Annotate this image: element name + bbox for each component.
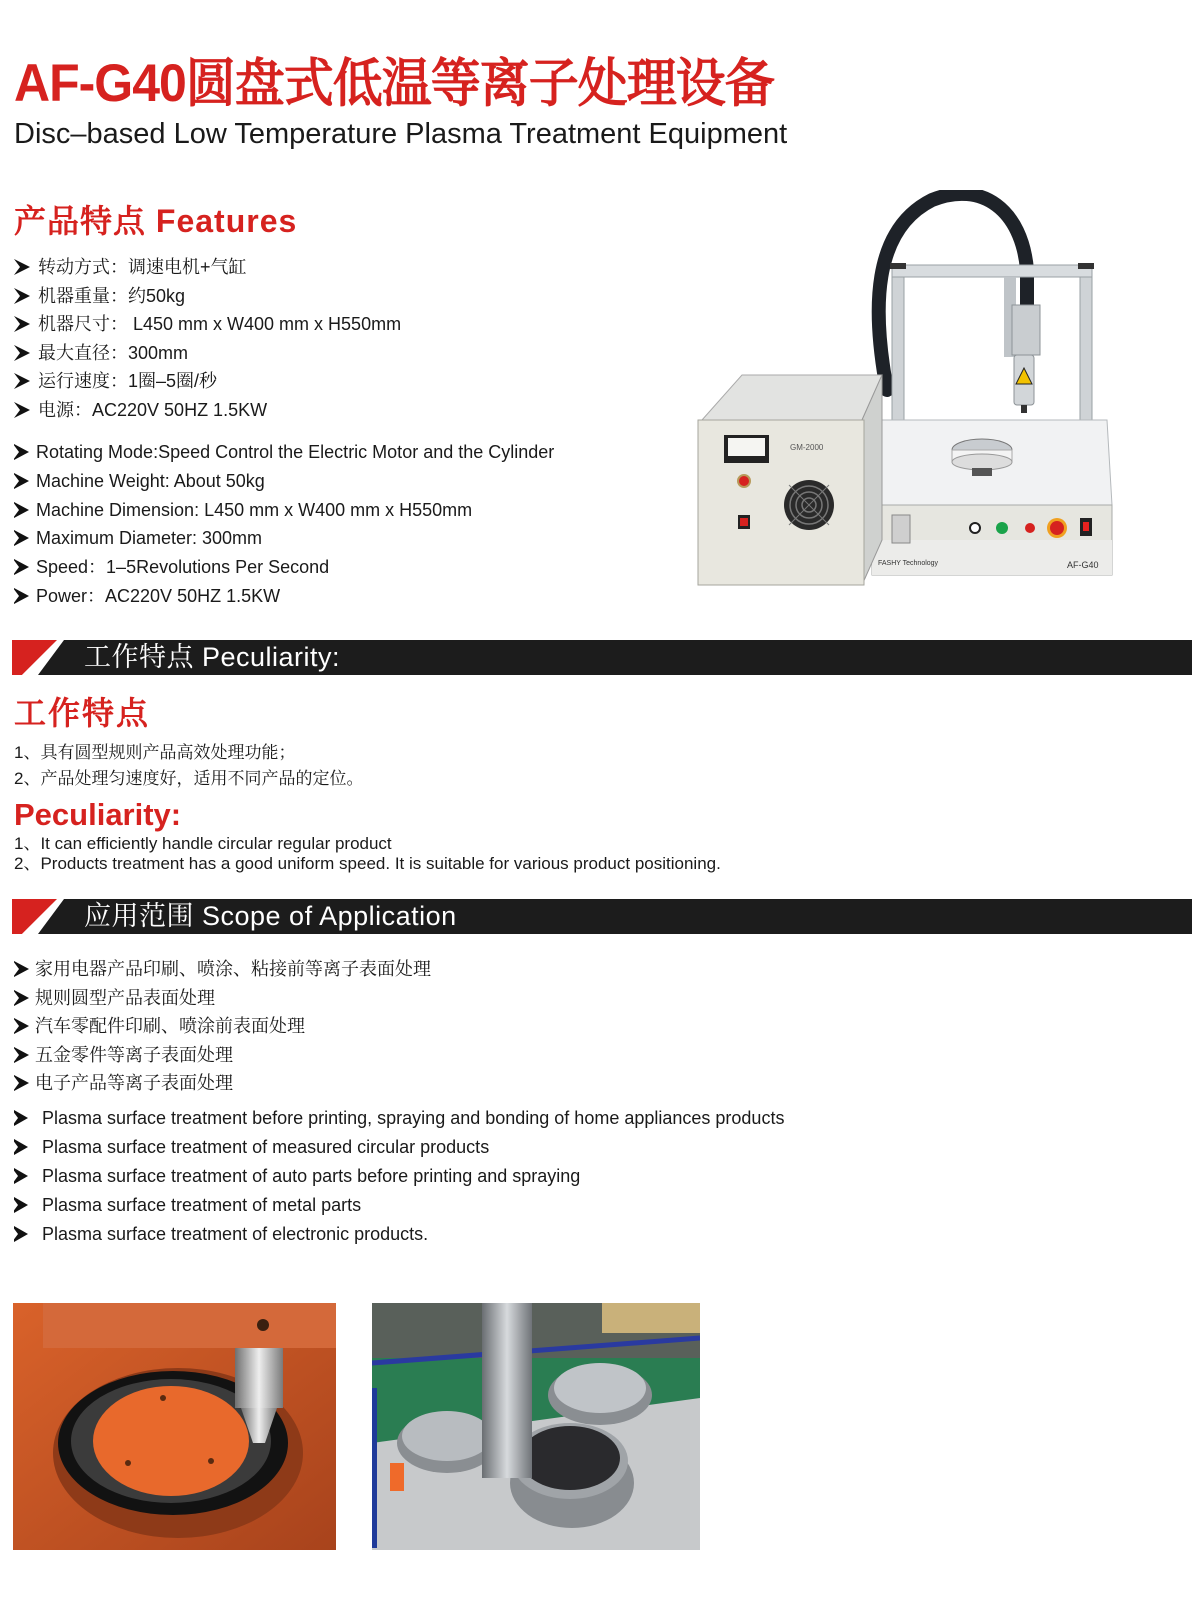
list-item: 五金零件等离子表面处理 [14, 1041, 431, 1070]
application-list-cn [14, 955, 431, 1098]
features-heading: 产品特点 Features [14, 203, 298, 239]
peculiarity-heading-en: Peculiarity: [14, 797, 182, 832]
page-subtitle: Disc–based Low Temperature Plasma Treatment Equipment [14, 118, 788, 150]
list-item: 1、具有圆型规则产品高效处理功能； [14, 743, 296, 762]
list-item: 2、Products treatment has a good uniform speed. It is suitable for various product positioning. [14, 854, 721, 873]
list-item: Plasma surface treatment of metal parts [14, 1191, 784, 1220]
arrow-bullet-icon [14, 990, 29, 1006]
arrow-bullet-icon [14, 1139, 28, 1155]
arrow-bullet-icon [14, 473, 29, 489]
list-item: 电子产品等离子表面处理 [14, 1069, 431, 1098]
arrow-bullet-icon [14, 1110, 28, 1126]
features-list-cn [14, 253, 401, 424]
list-item: Machine Dimension: L450 mm x W400 mm x H550mm [14, 495, 554, 524]
arrow-bullet-icon [14, 1018, 29, 1034]
list-item: 机器重量：约50kg [14, 282, 401, 311]
peculiarity-list-cn [14, 740, 363, 792]
arrow-bullet-icon [14, 530, 29, 546]
arrow-bullet-icon [14, 1197, 28, 1213]
arrow-bullet-icon [14, 402, 30, 418]
arrow-bullet-icon [14, 502, 29, 518]
arrow-bullet-icon [14, 316, 30, 332]
arrow-bullet-icon [14, 1047, 29, 1063]
arrow-bullet-icon [14, 444, 29, 460]
list-item: 规则圆型产品表面处理 [14, 984, 431, 1013]
list-item: 家用电器产品印刷、喷涂、粘接前等离子表面处理 [14, 955, 431, 984]
list-item: 电源：AC220V 50HZ 1.5KW [14, 396, 401, 425]
product-photo [682, 190, 1122, 590]
svg-text:AF-G40: AF-G40 [1067, 560, 1099, 570]
list-item: Machine Weight: About 50kg [14, 467, 554, 496]
list-item: Plasma surface treatment before printing, spraying and bonding of home appliances products [14, 1103, 784, 1132]
arrow-bullet-icon [14, 345, 30, 361]
arrow-bullet-icon [14, 559, 29, 575]
arrow-bullet-icon [14, 1168, 28, 1184]
list-item: Maximum Diameter: 300mm [14, 524, 554, 553]
arrow-bullet-icon [14, 961, 29, 977]
list-item: Speed：1–5Revolutions Per Second [14, 553, 554, 582]
list-item: 运行速度：1圈–5圈/秒 [14, 367, 401, 396]
list-item: 机器尺寸： L450 mm x W400 mm x H550mm [14, 310, 401, 339]
application-photo-orange-fixture [13, 1303, 336, 1550]
application-photo-metal-lids [372, 1303, 700, 1550]
section-banner-application: 应用范围 Scope of Application [12, 899, 1192, 934]
peculiarity-list-en [14, 834, 721, 874]
application-list-en [14, 1103, 784, 1249]
list-item: Power：AC220V 50HZ 1.5KW [14, 581, 554, 610]
list-item: Plasma surface treatment of auto parts before printing and spraying [14, 1161, 784, 1190]
peculiarity-heading-cn: 工作特点 [14, 695, 151, 731]
svg-text:GM-2000: GM-2000 [790, 443, 824, 452]
list-item: 最大直径：300mm [14, 339, 401, 368]
arrow-bullet-icon [14, 1226, 28, 1242]
arrow-bullet-icon [14, 373, 30, 389]
list-item: 2、产品处理匀速度好，适用不同产品的定位。 [14, 769, 364, 788]
list-item: Rotating Mode:Speed Control the Electric Motor and the Cylinder [14, 438, 554, 467]
list-item: Plasma surface treatment of measured circular products [14, 1132, 784, 1161]
section-banner-peculiarity: 工作特点 Peculiarity: [12, 640, 1192, 675]
arrow-bullet-icon [14, 1075, 29, 1091]
list-item: 1、It can efficiently handle circular regular product [14, 834, 392, 853]
arrow-bullet-icon [14, 588, 29, 604]
list-item: 转动方式：调速电机+气缸 [14, 253, 401, 282]
list-item: Plasma surface treatment of electronic products. [14, 1220, 784, 1249]
arrow-bullet-icon [14, 288, 30, 304]
list-item: 汽车零配件印刷、喷涂前表面处理 [14, 1012, 431, 1041]
page-title: AF-G40圆盘式低温等离子处理设备 [14, 53, 774, 113]
arrow-bullet-icon [14, 259, 30, 275]
features-list-en [14, 438, 554, 610]
svg-text:FASHY Technology: FASHY Technology [878, 560, 939, 567]
